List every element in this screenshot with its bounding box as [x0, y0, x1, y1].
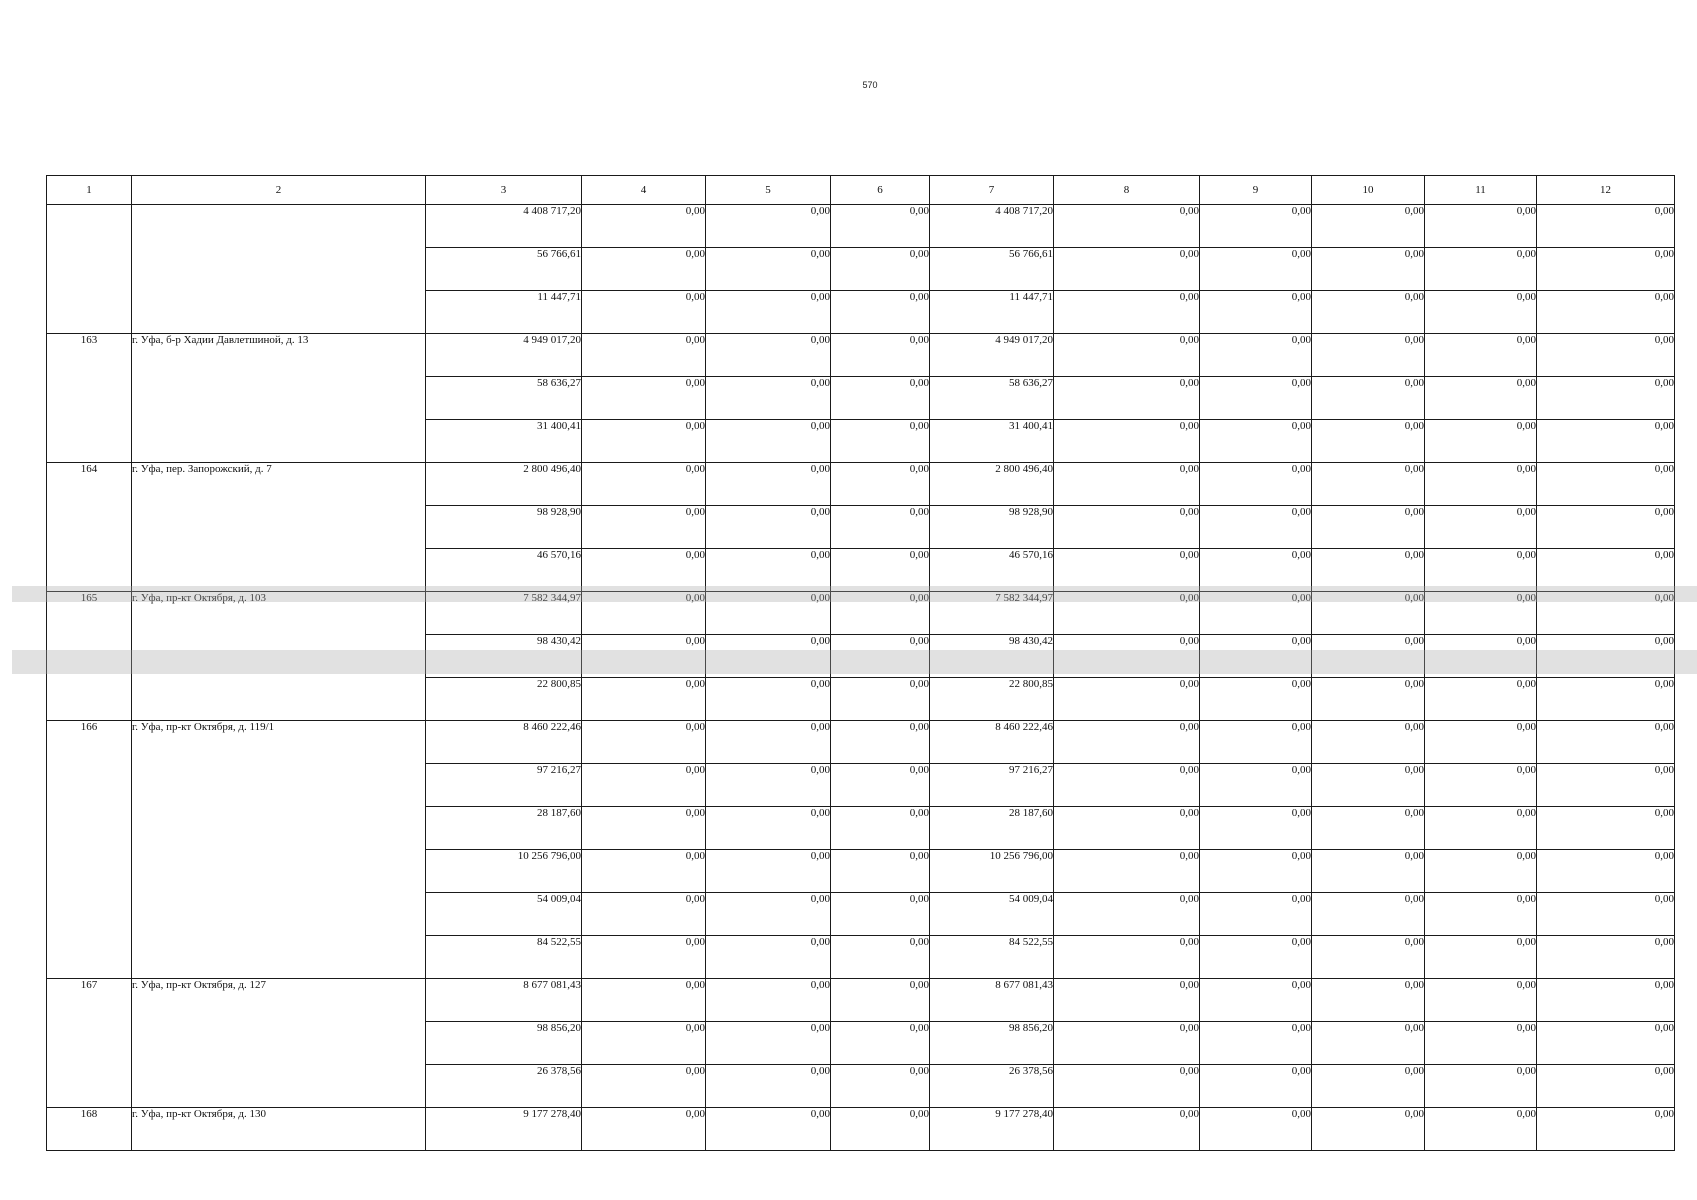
amount-cell: 0,00	[1200, 850, 1312, 893]
address-cell: г. Уфа, пр-кт Октября, д. 127	[132, 979, 426, 1108]
amount-cell: 0,00	[1537, 1065, 1675, 1108]
table-row	[47, 463, 1675, 506]
amount-cell: 0,00	[1425, 721, 1537, 764]
amount-cell: 0,00	[1312, 807, 1425, 850]
amount-cell: 31 400,41	[930, 420, 1054, 463]
amount-cell: 31 400,41	[426, 420, 582, 463]
column-header-4: 4	[582, 176, 706, 205]
amount-cell: 0,00	[1054, 1065, 1200, 1108]
amount-cell: 0,00	[1537, 420, 1675, 463]
amount-cell: 0,00	[1537, 291, 1675, 334]
row-number: 166	[47, 721, 132, 979]
amount-cell: 8 460 222,46	[426, 721, 582, 764]
amount-cell: 0,00	[831, 205, 930, 248]
amount-cell: 0,00	[831, 764, 930, 807]
amount-cell: 11 447,71	[930, 291, 1054, 334]
amount-cell: 0,00	[1425, 678, 1537, 721]
amount-cell: 0,00	[1200, 807, 1312, 850]
amount-cell: 0,00	[831, 291, 930, 334]
amount-cell: 0,00	[831, 635, 930, 678]
amount-cell: 0,00	[1425, 764, 1537, 807]
amount-cell: 0,00	[1200, 248, 1312, 291]
amount-cell: 0,00	[831, 549, 930, 592]
amount-cell: 0,00	[706, 635, 831, 678]
amount-cell: 8 677 081,43	[426, 979, 582, 1022]
amount-cell: 0,00	[706, 979, 831, 1022]
amount-cell: 0,00	[706, 506, 831, 549]
amount-cell: 0,00	[706, 1065, 831, 1108]
amount-cell: 0,00	[1200, 205, 1312, 248]
amount-cell: 0,00	[1312, 420, 1425, 463]
amount-cell: 98 430,42	[426, 635, 582, 678]
amount-cell: 0,00	[706, 721, 831, 764]
amount-cell: 0,00	[706, 549, 831, 592]
amount-cell: 0,00	[1537, 721, 1675, 764]
table-row	[47, 592, 1675, 635]
amount-cell: 0,00	[1054, 377, 1200, 420]
amount-cell: 0,00	[582, 678, 706, 721]
amount-cell: 0,00	[1425, 893, 1537, 936]
amount-cell: 4 408 717,20	[930, 205, 1054, 248]
amount-cell: 4 949 017,20	[930, 334, 1054, 377]
amount-cell: 46 570,16	[930, 549, 1054, 592]
amount-cell: 0,00	[1312, 205, 1425, 248]
table-row	[47, 721, 1675, 764]
amount-cell: 0,00	[706, 1108, 831, 1151]
amount-cell: 54 009,04	[930, 893, 1054, 936]
amount-cell: 98 856,20	[930, 1022, 1054, 1065]
amount-cell: 0,00	[1054, 1108, 1200, 1151]
amount-cell: 0,00	[1054, 420, 1200, 463]
amount-cell: 2 800 496,40	[426, 463, 582, 506]
amount-cell: 0,00	[1054, 721, 1200, 764]
amount-cell: 0,00	[831, 1065, 930, 1108]
amount-cell: 0,00	[1054, 248, 1200, 291]
amount-cell: 0,00	[1425, 592, 1537, 635]
amount-cell: 98 430,42	[930, 635, 1054, 678]
amount-cell: 58 636,27	[426, 377, 582, 420]
amount-cell: 0,00	[1312, 291, 1425, 334]
amount-cell: 26 378,56	[426, 1065, 582, 1108]
amount-cell: 0,00	[831, 936, 930, 979]
amount-cell: 4 949 017,20	[426, 334, 582, 377]
amount-cell: 0,00	[582, 549, 706, 592]
amount-cell: 0,00	[1425, 506, 1537, 549]
amount-cell: 0,00	[831, 678, 930, 721]
amount-cell: 9 177 278,40	[930, 1108, 1054, 1151]
amount-cell: 0,00	[1312, 549, 1425, 592]
amount-cell: 0,00	[1200, 1022, 1312, 1065]
amount-cell: 97 216,27	[426, 764, 582, 807]
amount-cell: 0,00	[1537, 936, 1675, 979]
amount-cell: 58 636,27	[930, 377, 1054, 420]
amount-cell: 0,00	[1200, 592, 1312, 635]
amount-cell: 0,00	[1054, 850, 1200, 893]
table-row	[47, 1108, 1675, 1151]
column-header-5: 5	[706, 176, 831, 205]
address-cell: г. Уфа, пр-кт Октября, д. 103	[132, 592, 426, 721]
amount-cell: 7 582 344,97	[930, 592, 1054, 635]
amount-cell: 0,00	[1054, 592, 1200, 635]
amount-cell: 0,00	[706, 291, 831, 334]
amount-cell: 84 522,55	[930, 936, 1054, 979]
amount-cell: 0,00	[1537, 764, 1675, 807]
amount-cell: 0,00	[706, 420, 831, 463]
amount-cell: 98 928,90	[426, 506, 582, 549]
amount-cell: 0,00	[1537, 678, 1675, 721]
amount-cell: 0,00	[1425, 549, 1537, 592]
amount-cell: 0,00	[831, 420, 930, 463]
amount-cell: 0,00	[1537, 1022, 1675, 1065]
amount-cell: 0,00	[706, 463, 831, 506]
amount-cell: 8 677 081,43	[930, 979, 1054, 1022]
amount-cell: 28 187,60	[426, 807, 582, 850]
amount-cell: 0,00	[582, 291, 706, 334]
amount-cell: 0,00	[1425, 205, 1537, 248]
amount-cell: 0,00	[1537, 549, 1675, 592]
amount-cell: 98 856,20	[426, 1022, 582, 1065]
amount-cell: 0,00	[1425, 377, 1537, 420]
table-row	[47, 334, 1675, 377]
amount-cell: 0,00	[1312, 635, 1425, 678]
amount-cell: 0,00	[1054, 979, 1200, 1022]
column-header-12: 12	[1537, 176, 1675, 205]
column-header-8: 8	[1054, 176, 1200, 205]
amount-cell: 0,00	[706, 764, 831, 807]
amount-cell: 26 378,56	[930, 1065, 1054, 1108]
row-number: 163	[47, 334, 132, 463]
table-body	[47, 205, 1675, 1151]
amount-cell: 0,00	[706, 1022, 831, 1065]
amount-cell: 0,00	[1200, 893, 1312, 936]
amount-cell: 0,00	[1425, 635, 1537, 678]
amount-cell: 10 256 796,00	[930, 850, 1054, 893]
column-header-2: 2	[132, 176, 426, 205]
amount-cell: 0,00	[1200, 463, 1312, 506]
amount-cell: 22 800,85	[426, 678, 582, 721]
amount-cell: 0,00	[582, 807, 706, 850]
address-cell	[132, 205, 426, 334]
data-table	[46, 175, 1675, 1151]
amount-cell: 0,00	[1425, 1108, 1537, 1151]
amount-cell: 0,00	[1200, 1065, 1312, 1108]
column-header-9: 9	[1200, 176, 1312, 205]
amount-cell: 0,00	[582, 205, 706, 248]
amount-cell: 0,00	[1054, 549, 1200, 592]
amount-cell: 0,00	[831, 592, 930, 635]
amount-cell: 0,00	[582, 377, 706, 420]
amount-cell: 0,00	[1425, 463, 1537, 506]
column-header-10: 10	[1312, 176, 1425, 205]
amount-cell: 0,00	[1312, 850, 1425, 893]
amount-cell: 0,00	[1054, 506, 1200, 549]
column-header-3: 3	[426, 176, 582, 205]
amount-cell: 0,00	[831, 377, 930, 420]
amount-cell: 46 570,16	[426, 549, 582, 592]
amount-cell: 0,00	[1425, 936, 1537, 979]
amount-cell: 0,00	[1200, 291, 1312, 334]
amount-cell: 0,00	[831, 1108, 930, 1151]
amount-cell: 11 447,71	[426, 291, 582, 334]
amount-cell: 0,00	[1425, 850, 1537, 893]
amount-cell: 0,00	[1425, 1065, 1537, 1108]
amount-cell: 0,00	[1200, 764, 1312, 807]
amount-cell: 84 522,55	[426, 936, 582, 979]
amount-cell: 0,00	[1200, 936, 1312, 979]
column-header-7: 7	[930, 176, 1054, 205]
amount-cell: 0,00	[1312, 1022, 1425, 1065]
amount-cell: 0,00	[1312, 1108, 1425, 1151]
amount-cell: 0,00	[831, 506, 930, 549]
amount-cell: 0,00	[1312, 463, 1425, 506]
amount-cell: 0,00	[1054, 635, 1200, 678]
amount-cell: 0,00	[1054, 463, 1200, 506]
amount-cell: 0,00	[582, 721, 706, 764]
amount-cell: 0,00	[1537, 248, 1675, 291]
amount-cell: 0,00	[1537, 592, 1675, 635]
amount-cell: 0,00	[1054, 205, 1200, 248]
amount-cell: 0,00	[582, 936, 706, 979]
amount-cell: 0,00	[1537, 979, 1675, 1022]
amount-cell: 0,00	[582, 592, 706, 635]
amount-cell: 0,00	[706, 807, 831, 850]
amount-cell: 0,00	[1054, 1022, 1200, 1065]
table-row	[47, 205, 1675, 248]
amount-cell: 0,00	[1312, 506, 1425, 549]
amount-cell: 0,00	[1537, 807, 1675, 850]
address-cell: г. Уфа, пр-кт Октября, д. 119/1	[132, 721, 426, 979]
amount-cell: 0,00	[582, 850, 706, 893]
amount-cell: 8 460 222,46	[930, 721, 1054, 764]
amount-cell: 0,00	[582, 979, 706, 1022]
amount-cell: 9 177 278,40	[426, 1108, 582, 1151]
amount-cell: 7 582 344,97	[426, 592, 582, 635]
amount-cell: 0,00	[831, 893, 930, 936]
amount-cell: 0,00	[1312, 979, 1425, 1022]
amount-cell: 0,00	[831, 979, 930, 1022]
amount-cell: 0,00	[1425, 979, 1537, 1022]
amount-cell: 0,00	[1312, 678, 1425, 721]
amount-cell: 0,00	[582, 764, 706, 807]
amount-cell: 0,00	[1054, 807, 1200, 850]
amount-cell: 0,00	[1312, 377, 1425, 420]
amount-cell: 0,00	[1054, 291, 1200, 334]
amount-cell: 0,00	[582, 1022, 706, 1065]
amount-cell: 0,00	[582, 1065, 706, 1108]
amount-cell: 98 928,90	[930, 506, 1054, 549]
amount-cell: 0,00	[1200, 377, 1312, 420]
amount-cell: 0,00	[831, 463, 930, 506]
amount-cell: 0,00	[706, 334, 831, 377]
amount-cell: 0,00	[706, 592, 831, 635]
amount-cell: 0,00	[1054, 334, 1200, 377]
amount-cell: 0,00	[706, 205, 831, 248]
amount-cell: 97 216,27	[930, 764, 1054, 807]
amount-cell: 56 766,61	[426, 248, 582, 291]
amount-cell: 0,00	[1425, 420, 1537, 463]
amount-cell: 0,00	[706, 377, 831, 420]
amount-cell: 0,00	[1200, 420, 1312, 463]
table-header	[47, 176, 1675, 205]
row-number: 165	[47, 592, 132, 721]
amount-cell: 0,00	[831, 807, 930, 850]
amount-cell: 0,00	[1312, 592, 1425, 635]
amount-cell: 4 408 717,20	[426, 205, 582, 248]
amount-cell: 0,00	[1200, 1108, 1312, 1151]
amount-cell: 0,00	[706, 248, 831, 291]
amount-cell: 0,00	[1537, 893, 1675, 936]
amount-cell: 0,00	[1054, 936, 1200, 979]
amount-cell: 0,00	[1200, 334, 1312, 377]
amount-cell: 0,00	[1425, 1022, 1537, 1065]
amount-cell: 0,00	[582, 248, 706, 291]
amount-cell: 0,00	[1054, 764, 1200, 807]
amount-cell: 0,00	[1200, 678, 1312, 721]
row-number: 164	[47, 463, 132, 592]
amount-cell: 0,00	[831, 248, 930, 291]
amount-cell: 0,00	[582, 334, 706, 377]
amount-cell: 0,00	[582, 506, 706, 549]
row-number: 168	[47, 1108, 132, 1151]
amount-cell: 22 800,85	[930, 678, 1054, 721]
amount-cell: 0,00	[831, 334, 930, 377]
amount-cell: 0,00	[1054, 893, 1200, 936]
amount-cell: 0,00	[1312, 893, 1425, 936]
amount-cell: 56 766,61	[930, 248, 1054, 291]
amount-cell: 28 187,60	[930, 807, 1054, 850]
amount-cell: 0,00	[1312, 248, 1425, 291]
amount-cell: 0,00	[1200, 721, 1312, 764]
amount-cell: 0,00	[1537, 635, 1675, 678]
amount-cell: 10 256 796,00	[426, 850, 582, 893]
amount-cell: 0,00	[1200, 635, 1312, 678]
address-cell: г. Уфа, пр-кт Октября, д. 130	[132, 1108, 426, 1151]
column-header-1: 1	[47, 176, 132, 205]
page-number: 570	[862, 80, 878, 90]
amount-cell: 0,00	[1200, 549, 1312, 592]
amount-cell: 0,00	[706, 678, 831, 721]
amount-cell: 0,00	[1537, 850, 1675, 893]
address-cell: г. Уфа, пер. Запорожский, д. 7	[132, 463, 426, 592]
amount-cell: 0,00	[1312, 936, 1425, 979]
amount-cell: 0,00	[1537, 506, 1675, 549]
amount-cell: 0,00	[1200, 506, 1312, 549]
amount-cell: 0,00	[1200, 979, 1312, 1022]
amount-cell: 0,00	[1312, 334, 1425, 377]
amount-cell: 0,00	[582, 420, 706, 463]
amount-cell: 0,00	[1312, 764, 1425, 807]
amount-cell: 0,00	[1425, 248, 1537, 291]
amount-cell: 0,00	[582, 635, 706, 678]
amount-cell: 0,00	[831, 1022, 930, 1065]
amount-cell: 0,00	[1312, 721, 1425, 764]
amount-cell: 0,00	[1537, 1108, 1675, 1151]
amount-cell: 0,00	[1054, 678, 1200, 721]
amount-cell: 0,00	[1537, 334, 1675, 377]
amount-cell: 0,00	[1537, 205, 1675, 248]
amount-cell: 0,00	[1537, 463, 1675, 506]
amount-cell: 0,00	[1312, 1065, 1425, 1108]
amount-cell: 0,00	[706, 893, 831, 936]
row-number	[47, 205, 132, 334]
column-header-6: 6	[831, 176, 930, 205]
row-number: 167	[47, 979, 132, 1108]
amount-cell: 0,00	[831, 850, 930, 893]
column-header-11: 11	[1425, 176, 1537, 205]
amount-cell: 0,00	[831, 721, 930, 764]
amount-cell: 2 800 496,40	[930, 463, 1054, 506]
table-row	[47, 979, 1675, 1022]
amount-cell: 0,00	[1425, 807, 1537, 850]
amount-cell: 0,00	[1537, 377, 1675, 420]
amount-cell: 0,00	[706, 936, 831, 979]
amount-cell: 0,00	[582, 463, 706, 506]
amount-cell: 0,00	[1425, 334, 1537, 377]
address-cell: г. Уфа, б-р Хадии Давлетшиной, д. 13	[132, 334, 426, 463]
amount-cell: 54 009,04	[426, 893, 582, 936]
amount-cell: 0,00	[582, 893, 706, 936]
amount-cell: 0,00	[582, 1108, 706, 1151]
amount-cell: 0,00	[706, 850, 831, 893]
amount-cell: 0,00	[1425, 291, 1537, 334]
